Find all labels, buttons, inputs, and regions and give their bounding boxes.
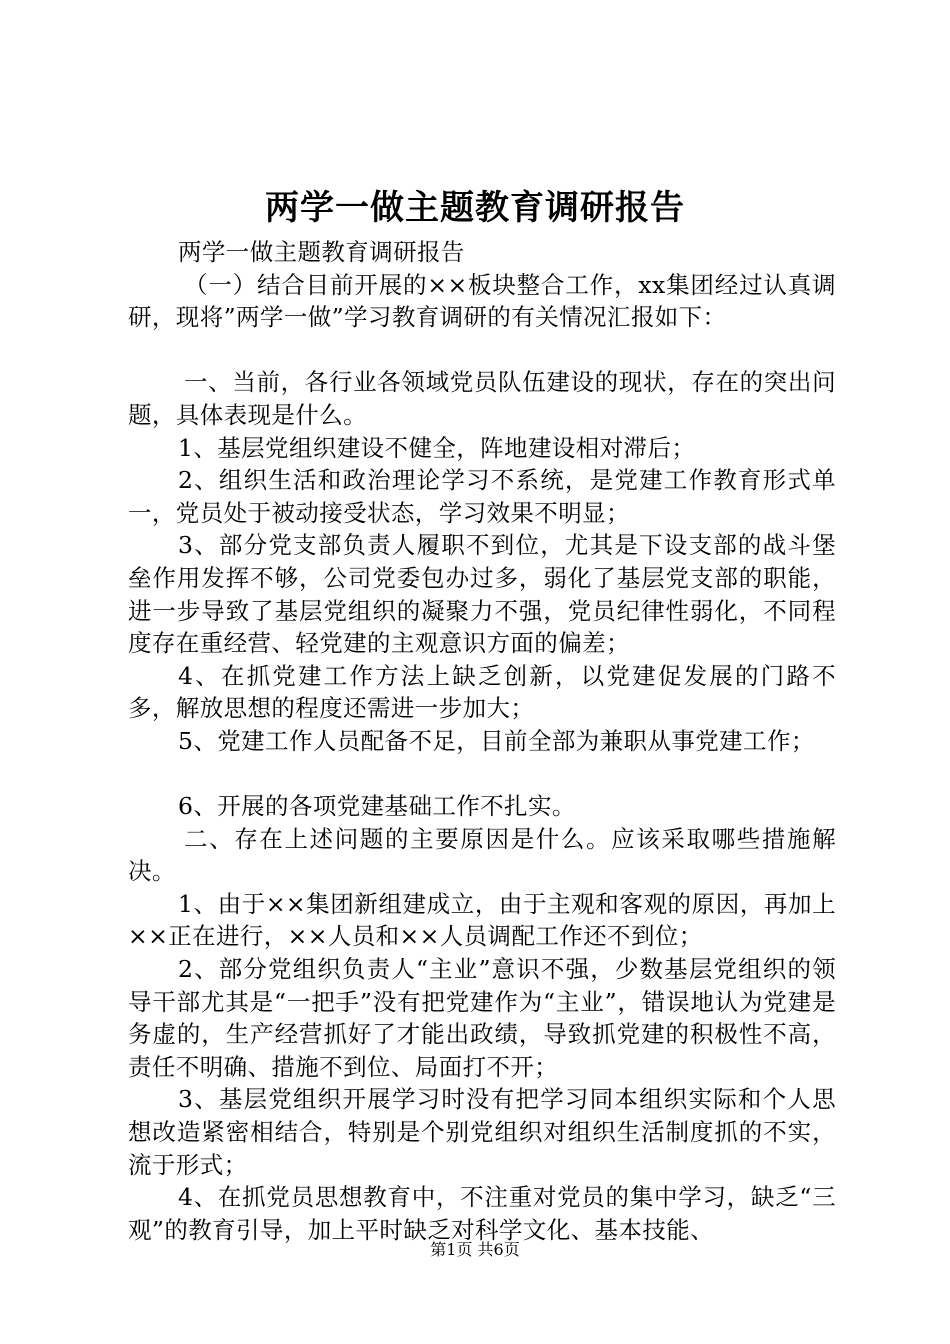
paragraph: 3、部分党支部负责人履职不到位，尤其是下设支部的战斗堡垒作用发挥不够，公司党委包办过多，弱化了基层党支部的职能，进一步导致了基层党组织的凝聚力不强，党员纪律性弱化，不同程度存在重经营、轻党建的主观意识方面的偏差；: [128, 531, 836, 658]
blank-line: [128, 334, 836, 367]
paragraph: 1、由于××集团新组建成立，由于主观和客观的原因，再加上××正在进行，××人员和××人员调配工作还不到位；: [128, 889, 836, 951]
paragraph: 3、基层党组织开展学习时没有把学习同本组织实际和个人思想改造紧密相结合，特别是个别党组织对组织生活制度抓的不实，流于形式；: [128, 1085, 836, 1179]
paragraph: 5、党建工作人员配备不足，目前全部为兼职从事党建工作；: [178, 726, 815, 755]
paragraph: 2、部分党组织负责人“主业”意识不强，少数基层党组织的领导干部尤其是“一把手”没有把党建作为“主业”，错误地认为党建是务虚的，生产经营抓好了才能出政绩，导致抓党建的积极性不高，责任不明确、措施不到位、局面打不开；: [128, 955, 836, 1081]
page-title: 两学一做主题教育调研报告: [265, 188, 685, 228]
paragraph: 一、当前，各行业各领域党员队伍建设的现状，存在的突出问题，具体表现是什么。: [128, 368, 836, 429]
paragraph: 2、组织生活和政治理论学习不系统，是党建工作教育形式单一，党员处于被动接受状态，学习效果不明显；: [128, 466, 836, 527]
paragraph: 6、开展的各项党建基础工作不扎实。: [178, 792, 576, 821]
paragraph: 1、基层党组织建设不健全，阵地建设相对滞后；: [178, 433, 696, 462]
blank-line: [128, 758, 836, 791]
page-footer: 第1页 共6页: [430, 1240, 520, 1259]
paragraph: 两学一做主题教育调研报告: [178, 238, 465, 266]
paragraph: （一）结合目前开展的××板块整合工作，xx集团经过认真调研，现将”两学一做”学习教育调研的有关情况汇报如下：: [128, 270, 836, 332]
paragraph: 4、在抓党员思想教育中，不注重对党员的集中学习，缺乏“三观”的教育引导，加上平时缺乏对科学文化、基本技能、: [128, 1183, 836, 1244]
document-body: [128, 236, 836, 1246]
paragraph: 4、在抓党建工作方法上缺乏创新，以党建促发展的门路不多，解放思想的程度还需进一步加大；: [128, 661, 836, 723]
paragraph: 二、存在上述问题的主要原因是什么。应该采取哪些措施解决。: [128, 824, 836, 886]
